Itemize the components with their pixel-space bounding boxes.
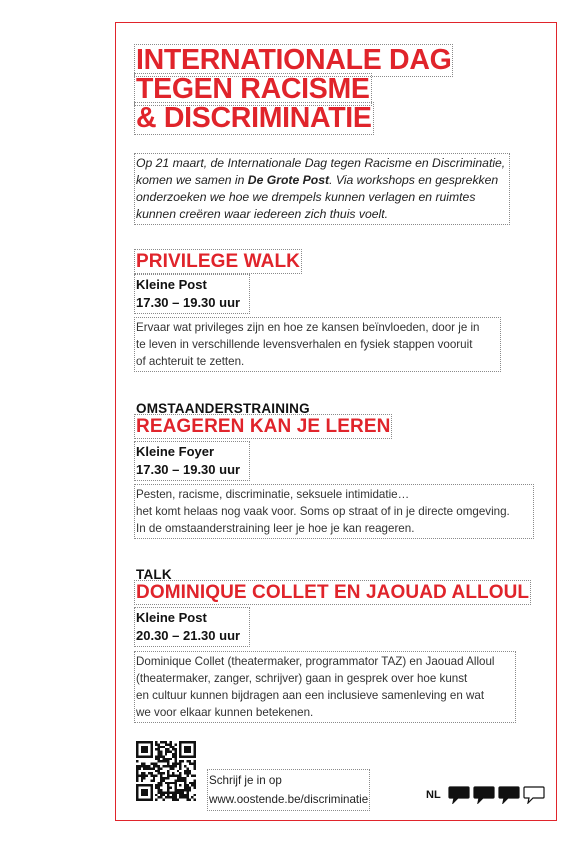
title-line-2: TEGEN RACISME xyxy=(136,73,370,105)
title-line-1: INTERNATIONALE DAG xyxy=(136,44,452,76)
signup-link[interactable]: www.oostende.be/discriminatie xyxy=(209,793,369,806)
event-kicker: TALK xyxy=(136,567,172,582)
speech-bubble-filled-icon xyxy=(448,786,470,804)
event-description-line: en cultuur kunnen bijdragen aan een inclusieve samenleving en wat xyxy=(136,689,485,702)
intro-text-post: . Via workshops en gesprekken onderzoeken we hoe we drempels kunnen verlagen en ruimtes kunnen creëren waar iedereen zich thuis voelt. xyxy=(136,173,499,221)
event-description-line: te leven in verschillende levensverhalen en fysiek stappen vooruit xyxy=(136,338,473,351)
event-description-line: Dominique Collet (theatermaker, programmator TAZ) en Jaouad Alloul xyxy=(136,655,495,668)
event-description-line: het komt helaas nog vaak voor. Soms op straat of in je directe omgeving. xyxy=(136,505,510,518)
event-kicker: OMSTAANDERSTRAINING xyxy=(136,401,310,416)
qr-code[interactable] xyxy=(136,741,196,801)
event-description-line: In de omstaanderstraining leer je hoe je kan reageren. xyxy=(136,522,415,535)
event-description xyxy=(136,486,532,537)
event-description-line: we voor elkaar kunnen betekenen. xyxy=(136,706,314,719)
event-description-line: Pesten, racisme, discriminatie, seksuele intimidatie… xyxy=(136,488,410,501)
event-description-line: (theatermaker, zanger, schrijver) gaan in gesprek over hoe kunst xyxy=(136,672,468,685)
event-time: 20.30 – 21.30 uur xyxy=(136,628,241,643)
event-info xyxy=(136,276,248,312)
event-privilege-walk xyxy=(136,251,300,272)
speech-bubble-filled-icon xyxy=(473,786,495,804)
event-omstaanderstraining xyxy=(136,401,390,437)
event-talk xyxy=(136,567,529,603)
event-location: Kleine Post xyxy=(136,277,207,292)
language-level xyxy=(426,786,545,804)
event-time: 17.30 – 19.30 uur xyxy=(136,462,241,477)
intro-paragraph xyxy=(136,155,508,223)
signup-label: Schrijf je in op xyxy=(209,774,282,787)
speech-bubble-empty-icon xyxy=(523,786,545,804)
page-title xyxy=(136,46,456,133)
event-location: Kleine Foyer xyxy=(136,444,215,459)
event-title: DOMINIQUE COLLET EN JAOUAD ALLOUL xyxy=(136,582,530,603)
title-line-3: & DISCRIMINATIE xyxy=(136,102,372,134)
language-label: NL xyxy=(426,789,441,801)
event-location: Kleine Post xyxy=(136,610,207,625)
intro-venue: De Grote Post xyxy=(247,173,330,187)
event-title: PRIVILEGE WALK xyxy=(136,251,300,272)
event-description xyxy=(136,319,499,370)
event-description-line: Ervaar wat privileges zijn en hoe ze kansen beïnvloeden, door je in xyxy=(136,321,480,334)
intro-text-pre: Op 21 maart, de Internationale Dag tegen Racisme en Discriminatie, komen we samen in xyxy=(136,156,506,187)
event-time: 17.30 – 19.30 uur xyxy=(136,295,241,310)
speech-bubble-filled-icon xyxy=(498,786,520,804)
event-title: REAGEREN KAN JE LEREN xyxy=(136,416,391,437)
event-description xyxy=(136,653,514,721)
event-info xyxy=(136,443,248,479)
event-description-line: of achteruit te zetten. xyxy=(136,355,245,368)
qr-code-graphic xyxy=(136,741,196,801)
event-info xyxy=(136,609,248,645)
language-level-bubbles xyxy=(448,786,545,804)
signup-cta xyxy=(209,771,368,809)
